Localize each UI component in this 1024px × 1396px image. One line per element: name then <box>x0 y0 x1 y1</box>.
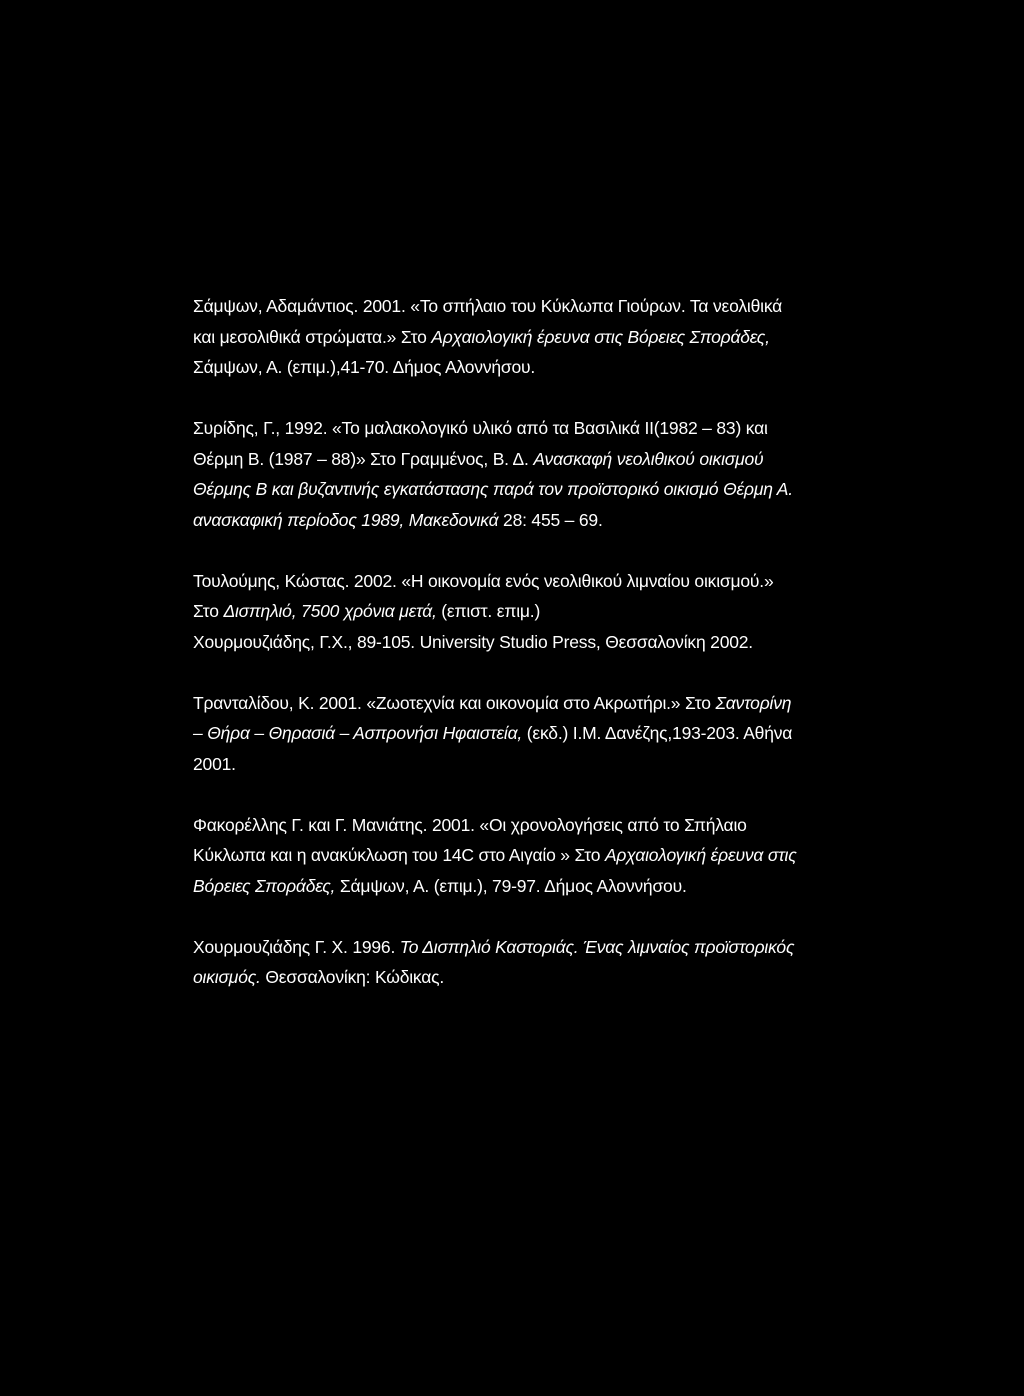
reference-line <box>193 352 883 383</box>
reference-entry <box>193 810 883 902</box>
reference-text-segment: Φακορέλλης Γ. και Γ. Μανιάτης. 2001. «Οι χρονολογήσεις από το Σπήλαιο <box>193 814 747 835</box>
reference-italic-segment: Αρχαιολογική έρευνα στις <box>604 845 797 865</box>
reference-italic-segment: Θέρμης Β και βυζαντινής εγκατάστασης παρά τον προϊστορικό οικισμό Θέρμη Α. <box>193 479 793 499</box>
reference-italic-segment: Ανασκαφή νεολιθικού οικισμού <box>533 448 764 469</box>
reference-line <box>193 749 883 780</box>
reference-spacer <box>193 779 883 810</box>
reference-line <box>193 474 883 505</box>
reference-text-segment: Σάμψων, Α. (επιμ.), 79-97. Δήμος Αλοννήσου. <box>335 875 687 896</box>
reference-italic-segment: ανασκαφική περίοδος 1989, Μακεδονικά <box>193 509 499 530</box>
reference-italic-segment: Σαντορίνη <box>715 692 792 713</box>
reference-entry <box>193 291 883 383</box>
reference-spacer <box>193 657 883 688</box>
reference-entry <box>193 932 883 993</box>
reference-spacer <box>193 383 883 414</box>
reference-text-segment: Τρανταλίδου, Κ. 2001. «Ζωοτεχνία και οικονομία στο Ακρωτήρι.» Στο <box>193 692 716 713</box>
reference-text-segment: (εκδ.) Ι.Μ. Δανέζης,193-203. Αθήνα <box>522 723 793 743</box>
reference-line <box>193 871 883 902</box>
reference-line <box>193 810 883 841</box>
reference-text-segment: Κύκλωπα και η ανακύκλωση του 14C στο Αιγαίο » Στο <box>193 845 605 865</box>
reference-text-segment: (επιστ. επιμ.) <box>436 601 541 621</box>
reference-line <box>193 688 883 719</box>
reference-entry <box>193 413 883 535</box>
reference-line <box>193 962 883 993</box>
reference-line <box>193 596 883 627</box>
reference-text-segment: 28: 455 – 69. <box>498 509 603 530</box>
reference-line <box>193 291 883 322</box>
reference-line <box>193 322 883 353</box>
reference-text-segment: Τουλούμης, Κώστας. 2002. «Η οικονομία ενός νεολιθικού λιμναίου οικισμού.» <box>193 570 774 591</box>
reference-italic-segment: Το Δισπηλιό Καστοριάς. Ένας λιμναίος προϊστορικός <box>399 936 795 957</box>
reference-line <box>193 718 883 749</box>
reference-italic-segment: Αρχαιολογική έρευνα στις Βόρειες Σποράδες, <box>431 326 770 347</box>
reference-entry <box>193 566 883 658</box>
reference-text-segment: Συρίδης, Γ., 1992. «Το μαλακολογικό υλικό από τα Βασιλικά ΙΙ(1982 – 83) και <box>193 418 768 438</box>
reference-text-segment: Θέρμη Β. (1987 – 88)» Στο Γραμμένος, Β. Δ. <box>193 448 534 469</box>
reference-italic-segment: οικισμός. <box>193 967 261 987</box>
reference-italic-segment: – Θήρα – Θηρασιά – Ασπρονήσι Ηφαιστεία, <box>193 723 523 743</box>
reference-text-segment: Χουρμουζιάδης Γ. Χ. 1996. <box>193 936 400 957</box>
reference-line <box>193 932 883 963</box>
reference-spacer <box>193 901 883 932</box>
reference-list <box>193 291 883 993</box>
reference-text-segment: Στο <box>193 601 224 621</box>
reference-line <box>193 444 883 475</box>
reference-line <box>193 566 883 597</box>
reference-text-segment: Σάμψων, Αδαμάντιος. 2001. «Το σπήλαιο του Κύκλωπα Γιούρων. Τα νεολιθικά <box>193 296 783 316</box>
reference-text-segment: και μεσολιθικά στρώματα.» Στο <box>193 326 432 347</box>
reference-text-segment: Σάμψων, Α. (επιμ.),41-70. Δήμος Αλοννήσου. <box>193 357 536 377</box>
reference-entry <box>193 688 883 780</box>
reference-text-segment: Χουρμουζιάδης, Γ.Χ., 89-105. University Studio Press, Θεσσαλονίκη 2002. <box>193 631 753 652</box>
reference-italic-segment: Δισπηλιό, 7500 χρόνια μετά, <box>223 601 437 621</box>
reference-line <box>193 413 883 444</box>
reference-spacer <box>193 535 883 566</box>
reference-line <box>193 505 883 536</box>
reference-text-segment: Θεσσαλονίκη: Κώδικας. <box>260 967 445 987</box>
reference-italic-segment: Βόρειες Σποράδες, <box>193 875 336 896</box>
reference-line <box>193 840 883 871</box>
reference-text-segment: 2001. <box>193 753 236 774</box>
reference-line <box>193 627 883 658</box>
